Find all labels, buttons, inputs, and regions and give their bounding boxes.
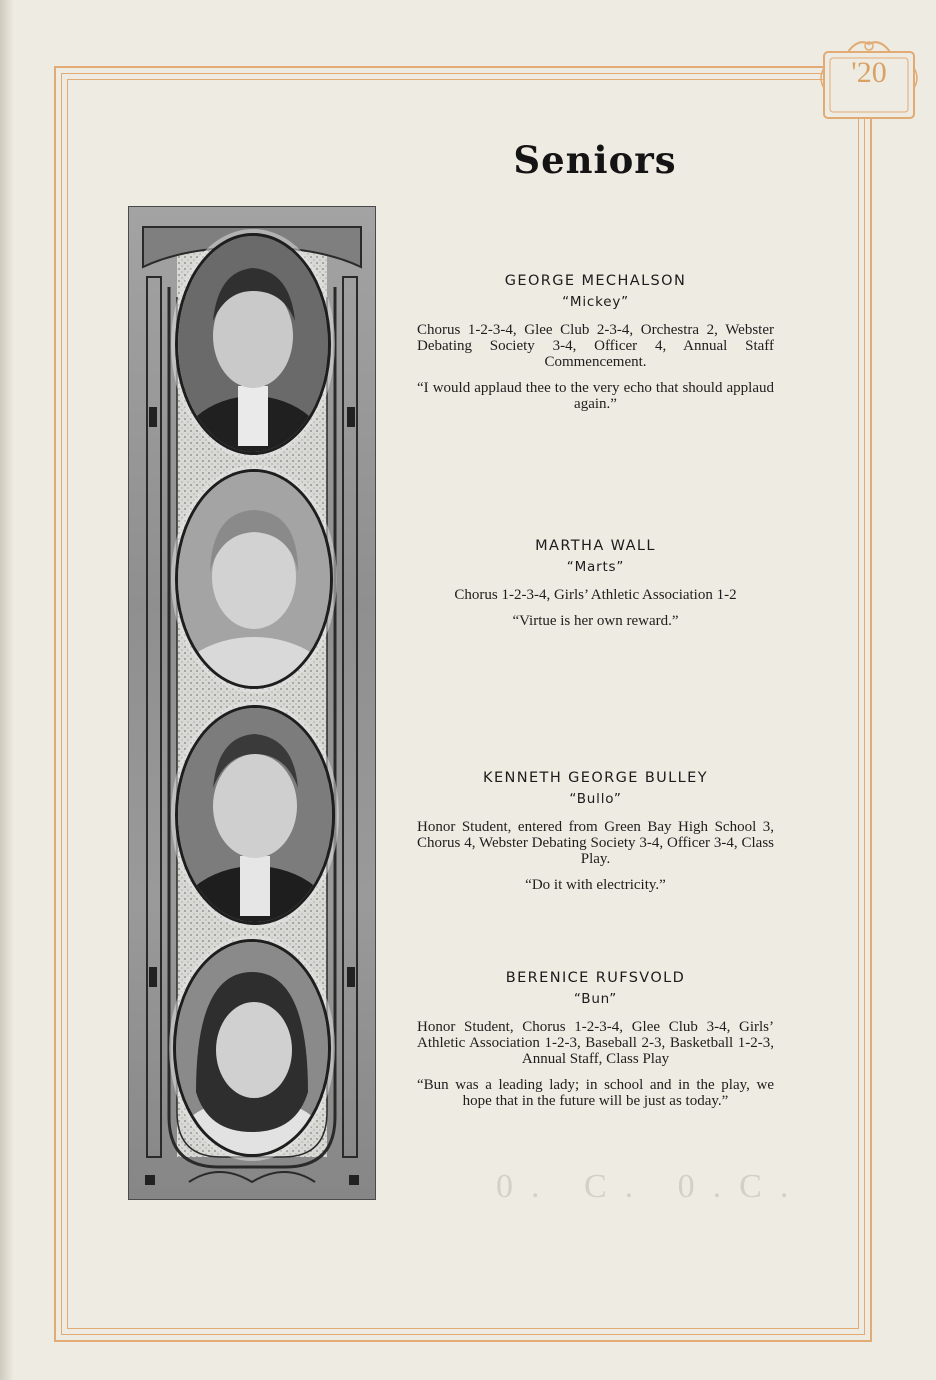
senior-activities: Chorus 1-2-3-4, Girls’ Athletic Association 1-2 [454,587,737,603]
portrait-oval-1 [175,233,331,455]
senior-entry [417,770,774,893]
senior-entry [417,538,774,629]
senior-activities: Chorus 1-2-3-4, Glee Club 2-3-4, Orchestra 2, Webster Debating Society 3-4, Officer 4, Annual Staff Commencement. [417,322,774,370]
senior-quote: “Virtue is her own reward.” [512,613,679,629]
senior-nickname: “Bullo” [569,791,622,807]
page-binding-shadow [0,0,14,1380]
faint-pencil-marks: 0. C. 0.C. [496,1168,807,1205]
portrait-oval-3 [175,705,335,925]
senior-nickname: “Bun” [573,991,618,1007]
senior-name: BERENICE RUFSVOLD [505,970,686,986]
senior-quote: “Do it with electricity.” [525,877,666,893]
portrait-photo-icon [178,472,330,686]
year-badge [818,38,920,122]
photo-panel [128,206,376,1200]
senior-entry [417,273,774,412]
senior-entry [417,970,774,1109]
senior-nickname: “Mickey” [562,294,629,310]
portrait-photo-icon [176,942,328,1154]
senior-nickname: “Marts” [566,559,625,575]
senior-activities: Honor Student, Chorus 1-2-3-4, Glee Club 3-4, Girls’ Athletic Association 1-2-3, Baseball 2-3, Basketball 1-2-3, Annual Staff, Class Play [417,1019,774,1067]
portrait-oval-4 [173,939,331,1157]
senior-quote: “I would applaud thee to the very echo that should applaud again.” [417,380,774,412]
portrait-photo-icon [178,708,332,922]
senior-name: MARTHA WALL [535,538,656,554]
portrait-photo-icon [178,236,328,452]
senior-name: KENNETH GEORGE BULLEY [483,770,708,786]
page-title: Seniors [513,138,677,182]
portrait-oval-2 [175,469,333,689]
senior-name: GEORGE MECHALSON [504,273,687,289]
senior-activities: Honor Student, entered from Green Bay High School 3, Chorus 4, Webster Debating Society 3-4, Officer 3-4, Class Play. [417,819,774,867]
year-label: '20 [851,56,887,89]
senior-quote: “Bun was a leading lady; in school and in the play, we hope that in the future will be just as today.” [417,1077,774,1109]
